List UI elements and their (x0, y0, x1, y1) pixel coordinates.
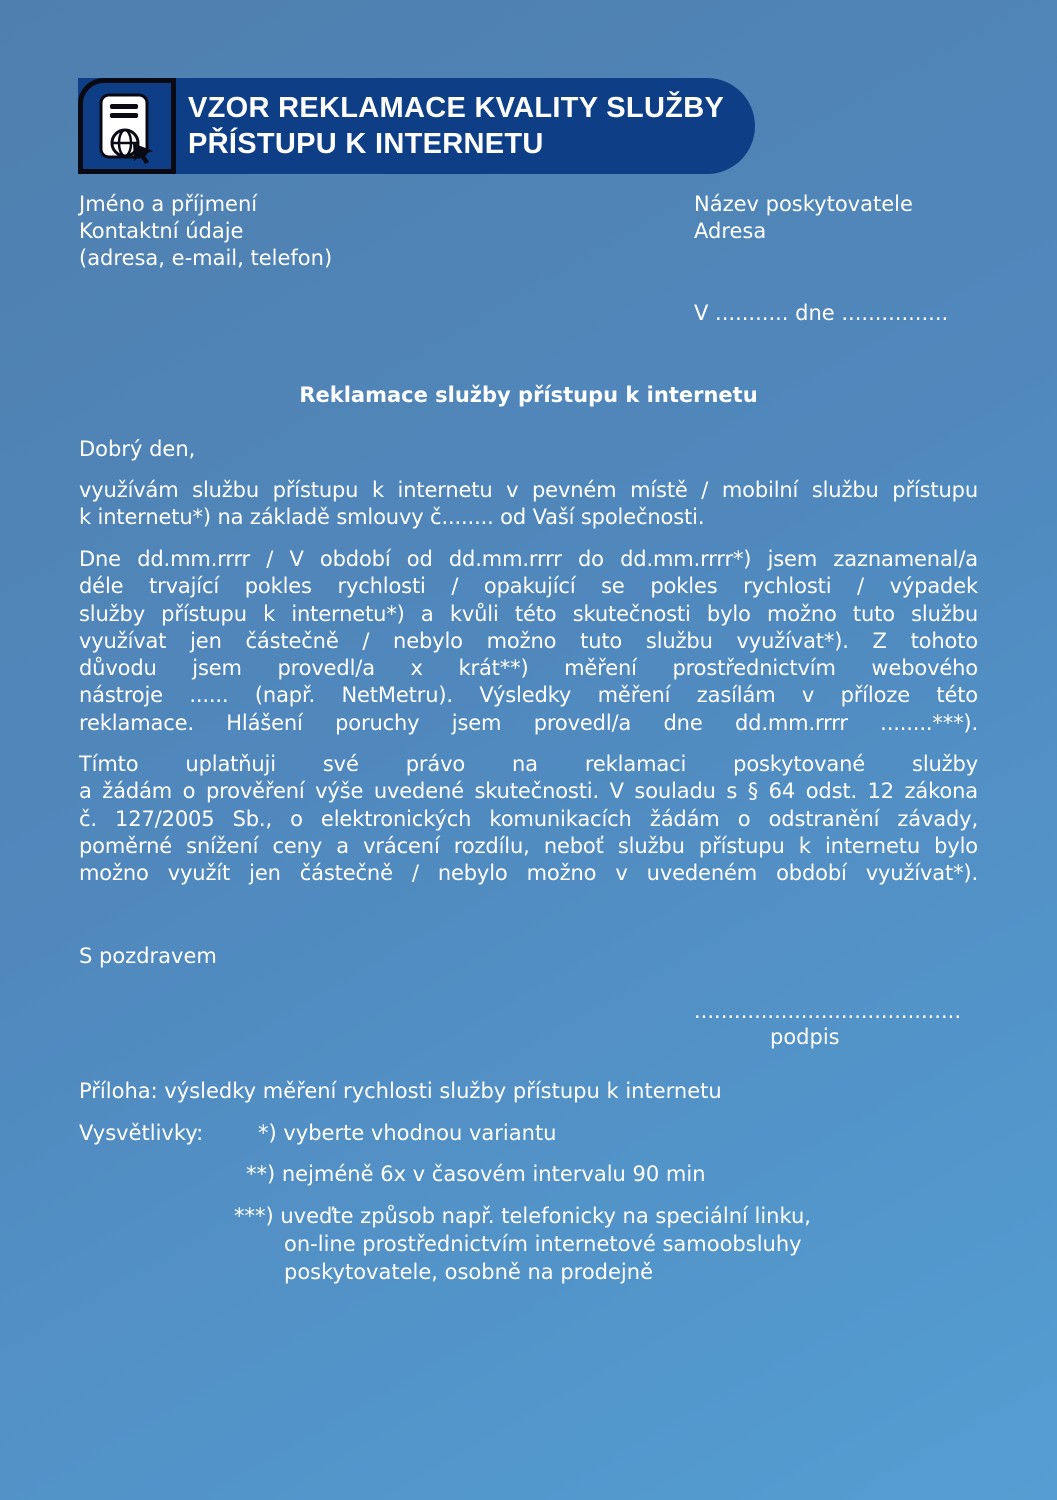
paragraph-line: reklamace. Hlášení poruchy jsem provedl/a dne dd.mm.rrrr ........***). (79, 710, 978, 735)
paragraph-line: využívat jen částečně / nebylo možno tuto službu využívat*). Z tohoto (79, 628, 978, 653)
signature-label: podpis (770, 1025, 840, 1049)
recipient-provider: Název poskytovatele (694, 192, 913, 216)
paragraph-line: č. 127/2005 Sb., o elektronických komunikacích žádám o odstranění závady, (79, 806, 978, 831)
attachment: Příloha: výsledky měření rychlosti služby přístupu k internetu (79, 1079, 722, 1103)
sender-contact: Kontaktní údaje (79, 219, 244, 243)
header-badge (78, 78, 176, 174)
notes-label: Vysvětlivky: (79, 1121, 204, 1145)
note-3-line-3: poskytovatele, osobně na prodejně (284, 1260, 653, 1284)
paragraph-line: Dne dd.mm.rrrr / V období od dd.mm.rrrr do dd.mm.rrrr*) jsem zaznamenal/a (79, 547, 978, 571)
paragraph-line: poměrné snížení ceny a vrácení rozdílu, neboť službu přístupu k internetu bylo (79, 833, 978, 858)
title-line-1: VZOR REKLAMACE KVALITY SLUŽBY (188, 92, 725, 124)
paragraph-line: služby přístupu k internetu*) a kvůli této skutečnosti bylo možno tuto službu (79, 601, 978, 626)
paragraph-line: možno využít jen částečně / nebylo možno v uvedeném období využívat*). (79, 861, 978, 886)
closing: S pozdravem (79, 944, 217, 968)
document-globe-cursor-icon (95, 91, 159, 165)
paragraph-1 (79, 477, 978, 504)
sender-name: Jméno a příjmení (79, 192, 258, 216)
note-1: *) vyberte vhodnou variantu (258, 1121, 557, 1145)
sender-contact-detail: (adresa, e-mail, telefon) (79, 246, 333, 270)
signature-line: ........................................ (694, 999, 962, 1023)
paragraph-line: důvodu jsem provedl/a x krát**) měření prostřednictvím webového (79, 656, 978, 681)
paragraph-line: déle trvající pokles rychlosti / opakující se pokles rychlosti / výpadek (79, 574, 978, 599)
recipient-address: Adresa (694, 219, 767, 243)
note-2: **) nejméně 6x v časovém intervalu 90 min (246, 1162, 706, 1186)
greeting: Dobrý den, (79, 437, 196, 461)
letter-subject: Reklamace služby přístupu k internetu (299, 383, 758, 407)
note-3-line-2: on-line prostřednictvím internetové samoobsluhy (284, 1232, 802, 1256)
paragraph-2 (79, 546, 978, 737)
place-date: V ........... dne ................ (694, 301, 949, 325)
paragraph-1-end (79, 504, 978, 531)
page-title (188, 90, 748, 162)
paragraph-line: využívám službu přístupu k internetu v pevném místě / mobilní službu přístupu (79, 478, 978, 502)
note-3-line-1: ***) uveďte způsob např. telefonicky na speciální linku, (234, 1204, 811, 1228)
paragraph-3 (79, 751, 978, 887)
paragraph-line: nástroje ...... (např. NetMetru). Výsledky měření zasílám v příloze této (79, 683, 978, 708)
paragraph-line: a žádám o prověření výše uvedené skutečnosti. V souladu s § 64 odst. 12 zákona (79, 779, 978, 804)
paragraph-line: k internetu*) na základě smlouvy č........ od Vaší společnosti. (79, 505, 705, 529)
paragraph-line: Tímto uplatňuji své právo na reklamaci poskytované služby (79, 752, 978, 776)
title-line-2: PŘÍSTUPU K INTERNETU (188, 128, 544, 160)
